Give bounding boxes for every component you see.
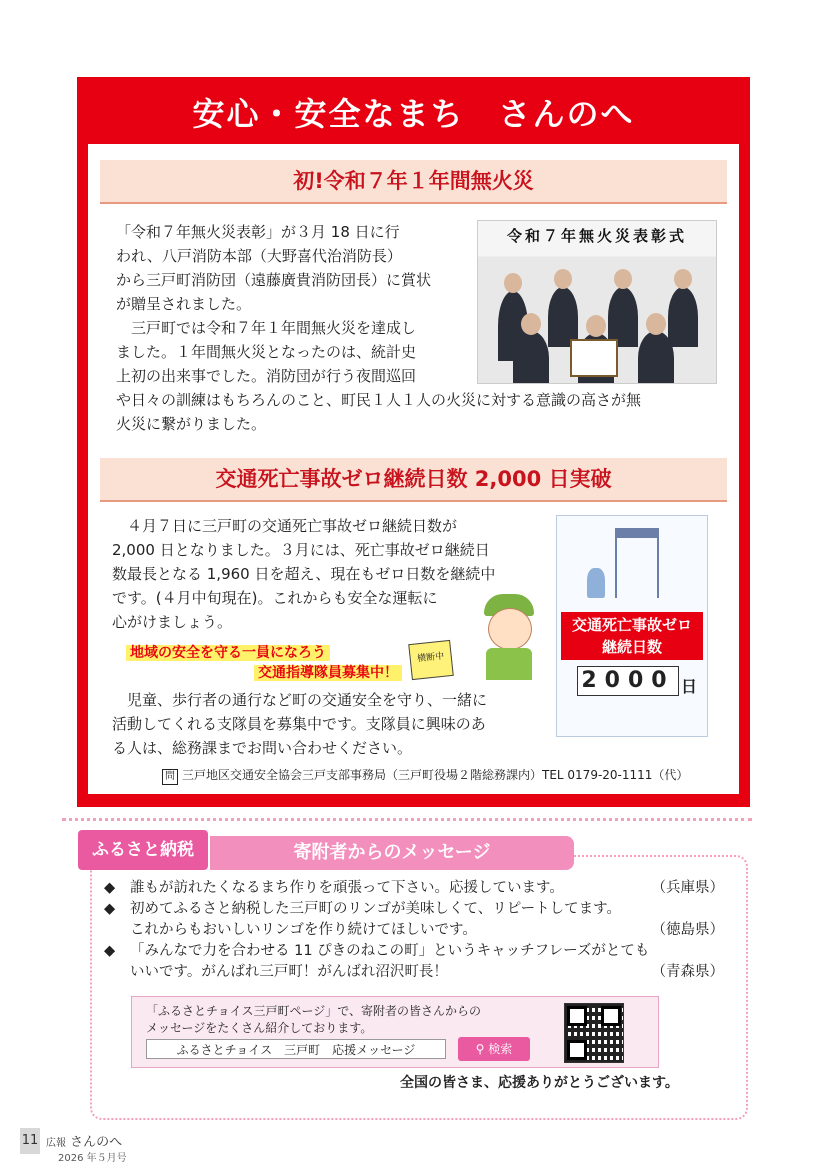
search-intro-line: メッセージをたくさん紹介しております。: [146, 1021, 373, 1035]
contact-text: 三戸地区交通安全協会三戸支部事務局（三戸町役場２階総務課内）TEL 0179-20-1111（代）: [182, 768, 689, 782]
photo-banner: 令和７年無火災表彰式: [506, 227, 687, 245]
text-line: る人は、総務課までお問い合わせください。: [112, 739, 413, 757]
text-line: 児童、歩行者の通行など町の交通安全を守り、一緒に: [112, 691, 488, 709]
thanks-message: 全国の皆さま、応援ありがとうございます。: [400, 1075, 679, 1091]
contact-line: [162, 766, 688, 785]
section1-paragraph-tail: [116, 388, 726, 436]
message-item: いいです。がんばれ三戸町！がんばれ沼沢町長！ （青森県）: [130, 964, 724, 980]
message-item: ◆ 「みんなで力を合わせる 11 ぴきのねこの町」というキャッチフレーズがとても: [104, 943, 650, 959]
text-line: 三戸町では令和７年１年間無火災を達成し: [116, 319, 417, 337]
text-line: から三戸町消防団（遠藤廣貴消防団長）に賞状: [116, 271, 432, 289]
poster-day-count: 2000: [577, 666, 679, 696]
crossing-flag: 横断中: [408, 640, 454, 680]
text-line: が贈呈されました。: [116, 295, 252, 313]
text-line: 「令和７年無火災表彰」が３月 18 日に行: [116, 223, 400, 241]
publication-label: 広報: [46, 1138, 66, 1149]
search-button-label: 検索: [488, 1042, 513, 1056]
section2-heading: 交通死亡事故ゼロ継続日数 2,000 日実破: [100, 458, 727, 502]
text-line: ４月７日に三戸町の交通死亡事故ゼロ継続日数が: [112, 517, 458, 535]
publication-name: [46, 1131, 122, 1150]
search-icon: ⚲: [475, 1042, 485, 1056]
recruit-paragraph: [112, 688, 552, 760]
issue-date: 2026 年５月号: [58, 1153, 127, 1164]
traffic-safety-poster: [556, 515, 708, 737]
recruit-headline-2: 交通指導隊員募集中！: [254, 662, 402, 682]
message-item: これからもおいしいリンゴを作り続けてほしいです。 （徳島県）: [130, 922, 724, 938]
message-list: [104, 878, 724, 983]
text-line: 2,000 日となりました。３月には、死亡事故ゼロ継続日: [112, 541, 490, 559]
section-divider: [62, 818, 752, 821]
text-line: です。(４月中旬現在)。これからも安全な運転に: [112, 589, 438, 607]
section1-heading: 初!令和７年１年間無火災: [100, 160, 727, 204]
furusato-tag: ふるさと納税: [78, 830, 208, 870]
search-keyword-field[interactable]: ふるさとチョイス 三戸町 応援メッセージ: [146, 1039, 446, 1059]
search-button[interactable]: [458, 1037, 530, 1061]
poster-title-line: 継続日数: [601, 638, 662, 656]
cat-mascot-icon: [587, 568, 605, 598]
search-intro: [146, 1003, 481, 1037]
recruit-headline-1: 地域の安全を守る一員になろう: [126, 642, 330, 662]
page-title: 安心・安全なまち さんのへ: [192, 95, 635, 133]
traffic-guard-illustration: [470, 592, 550, 682]
page-number: 11: [20, 1128, 40, 1154]
section1-paragraph: [116, 220, 468, 388]
castle-icon: [615, 528, 659, 598]
message-item: ◆ 初めてふるさと納税した三戸町のリンゴが美味しくて、リピートしてます。: [104, 901, 621, 917]
text-line: 心がけましょう。: [112, 613, 233, 631]
text-line: 上初の出来事でした。消防団が行う夜間巡回: [116, 367, 417, 385]
text-line: 活動してくれる支隊員を募集中です。支隊員に興味のあ: [112, 715, 486, 733]
text-line: 火災に繋がりました。: [116, 415, 267, 433]
qr-code[interactable]: [564, 1003, 624, 1063]
publication-title: さんのへ: [70, 1135, 123, 1150]
inquiry-icon: 問: [162, 769, 178, 785]
poster-title: [561, 612, 703, 660]
text-line: われ、八戸消防本部（大野喜代治消防長）: [116, 247, 402, 265]
message-item: ◆ 誰もが訪れたくなるまち作りを頑張って下さい。応援しています。 （兵庫県）: [104, 880, 724, 896]
search-intro-line: 「ふるさとチョイス三戸町ページ」で、寄附者の皆さんからの: [146, 1004, 482, 1018]
messages-tab: 寄附者からのメッセージ: [210, 836, 574, 870]
poster-title-line: 交通死亡事故ゼロ: [571, 616, 692, 634]
award-ceremony-photo: [477, 220, 717, 384]
poster-unit: 日: [681, 677, 698, 696]
text-line: や日々の訓練はもちろんのこと、町民１人１人の火災に対する意識の高さが無: [116, 391, 642, 409]
text-line: 数最長となる 1,960 日を超え、現在もゼロ日数を継続中: [112, 565, 496, 583]
text-line: ました。１年間無火災となったのは、統計史: [116, 343, 417, 361]
